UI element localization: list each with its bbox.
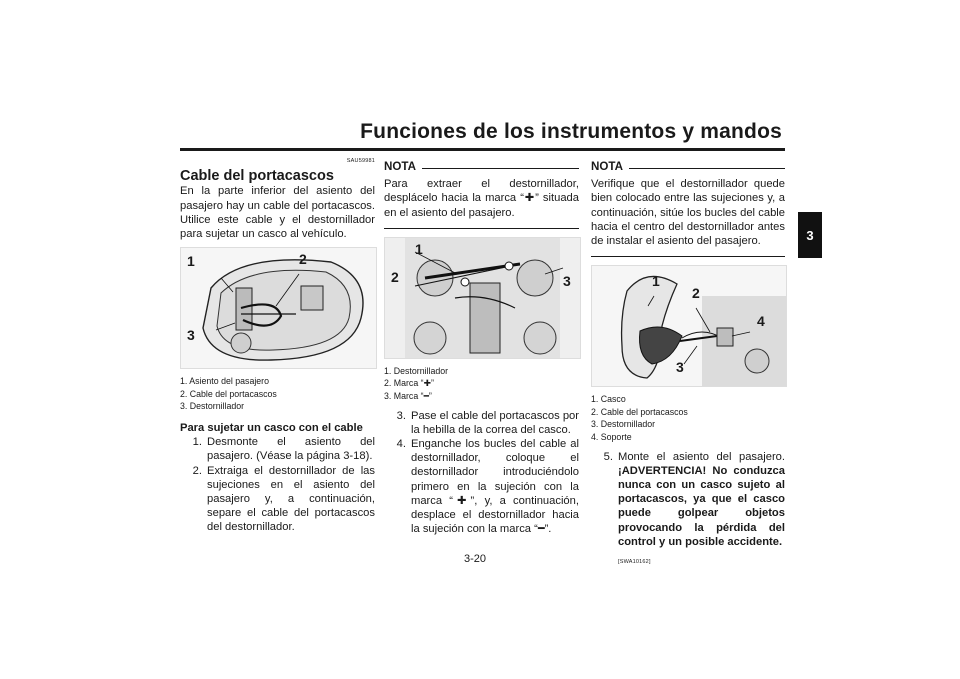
callout-1: 1 (415, 240, 423, 257)
caption-item: 4. Soporte (591, 432, 632, 442)
note-label: NOTA (384, 160, 416, 173)
caption-item: 1. Casco (591, 394, 626, 405)
note-text: Verifique que el destornillador quede bien colocado entre las sujeciones y, a continuación, sitúe los bucles del cable hacia el centro del destornillador antes de instalar el asiento del pasajero. (591, 178, 785, 248)
page-number: 3-20 (464, 553, 487, 565)
figure-helmet-secured (591, 265, 787, 387)
callout-1: 1 (652, 273, 660, 290)
step-number: 1. (192, 436, 202, 449)
callout-2: 2 (299, 251, 307, 268)
caption-item: 3. Marca “━” (384, 391, 432, 401)
callout-3: 3 (187, 327, 195, 344)
step-item (180, 435, 375, 463)
procedure-steps (180, 435, 375, 534)
caption-item: 3. Destornillador (180, 401, 245, 412)
step-text: Monte el asiento del pasajero. (618, 450, 785, 463)
step-text: Desmonte el asiento del pasajero. (Véase la página 3-18). (207, 436, 375, 463)
figure-captions (591, 393, 785, 443)
step-number: 4. (396, 438, 406, 450)
caption-item: 1. Asiento del pasajero (180, 376, 270, 387)
warning-code: [SWA10162] (618, 559, 651, 566)
step-text: Pase el cable del portacascos por la hebilla de la correa del casco. (411, 409, 579, 436)
callout-2: 2 (692, 285, 700, 302)
step-item (180, 464, 375, 535)
procedure-steps (384, 409, 579, 537)
warning-text: ¡ADVERTENCIA! No conduzca nunca con un casco sujeto al portacascos, ya que el casco puede golpear objetos provocando la pérdida del control y un posible accidente. (618, 464, 785, 548)
step-number: 5. (603, 450, 613, 463)
caption-item: 2. Marca “✚” (384, 378, 434, 389)
callout-3: 3 (676, 359, 684, 376)
callout-3: 3 (563, 272, 571, 289)
caption-item: 3. Destornillador (591, 419, 656, 430)
section-title: Cable del portacascos (180, 168, 334, 185)
intro-paragraph: En la parte inferior del asiento del pasajero hay un cable del portacascos. Utilice este cable y el destornillador para sujetar un casco al vehículo. (180, 185, 375, 241)
column-1 (180, 150, 375, 535)
procedure-steps (591, 450, 785, 570)
callout-1: 1 (187, 253, 195, 270)
note-label: NOTA (591, 160, 623, 173)
step-item (384, 409, 579, 437)
caption-item: 2. Cable del portacascos (591, 406, 688, 417)
section-code: SAU59981 (346, 158, 375, 164)
step-number: 3. (396, 409, 406, 422)
figure-captions (384, 365, 579, 403)
callout-2: 2 (391, 268, 399, 285)
caption-item: 2. Cable del portacascos (180, 388, 277, 399)
caption-item: 1. Destornillador (384, 365, 449, 376)
step-number: 2. (192, 464, 202, 477)
note-end-rule (591, 256, 785, 257)
figure-captions (180, 375, 375, 413)
note-text: Para extraer el destornillador, desplácelo hacia la marca “✚” situada en el asiento del pasajero. (384, 178, 579, 219)
step-content (618, 450, 785, 570)
chapter-tab: 3 (798, 212, 822, 258)
step-text: Enganche los bucles del cable al destornillador, coloque el destornillador introduciéndolo primero en la sujeción con la marca “✚”, y, a continuación, desplace el destornillador hacia la sujeción con la marca “━”. (411, 438, 579, 536)
column-3 (591, 150, 785, 569)
step-item (591, 450, 785, 570)
note-heading (591, 160, 785, 174)
step-item (384, 437, 579, 536)
callout-4: 4 (757, 313, 765, 330)
note-end-rule (384, 228, 579, 229)
seat-underside-illustration (181, 248, 376, 368)
step-text: Extraiga el destornillador de las sujeciones en el asiento del pasajero y, a continuación, separe el cable del portacascos del destornillador. (207, 464, 375, 534)
figure-screwdriver-marks (384, 237, 581, 359)
note-heading (384, 160, 579, 174)
page-header-title: Funciones de los instrumentos y mandos (360, 120, 782, 143)
figure-seat-underside (180, 247, 377, 369)
column-2 (384, 150, 579, 536)
procedure-heading: Para sujetar un casco con el cable (180, 422, 363, 434)
